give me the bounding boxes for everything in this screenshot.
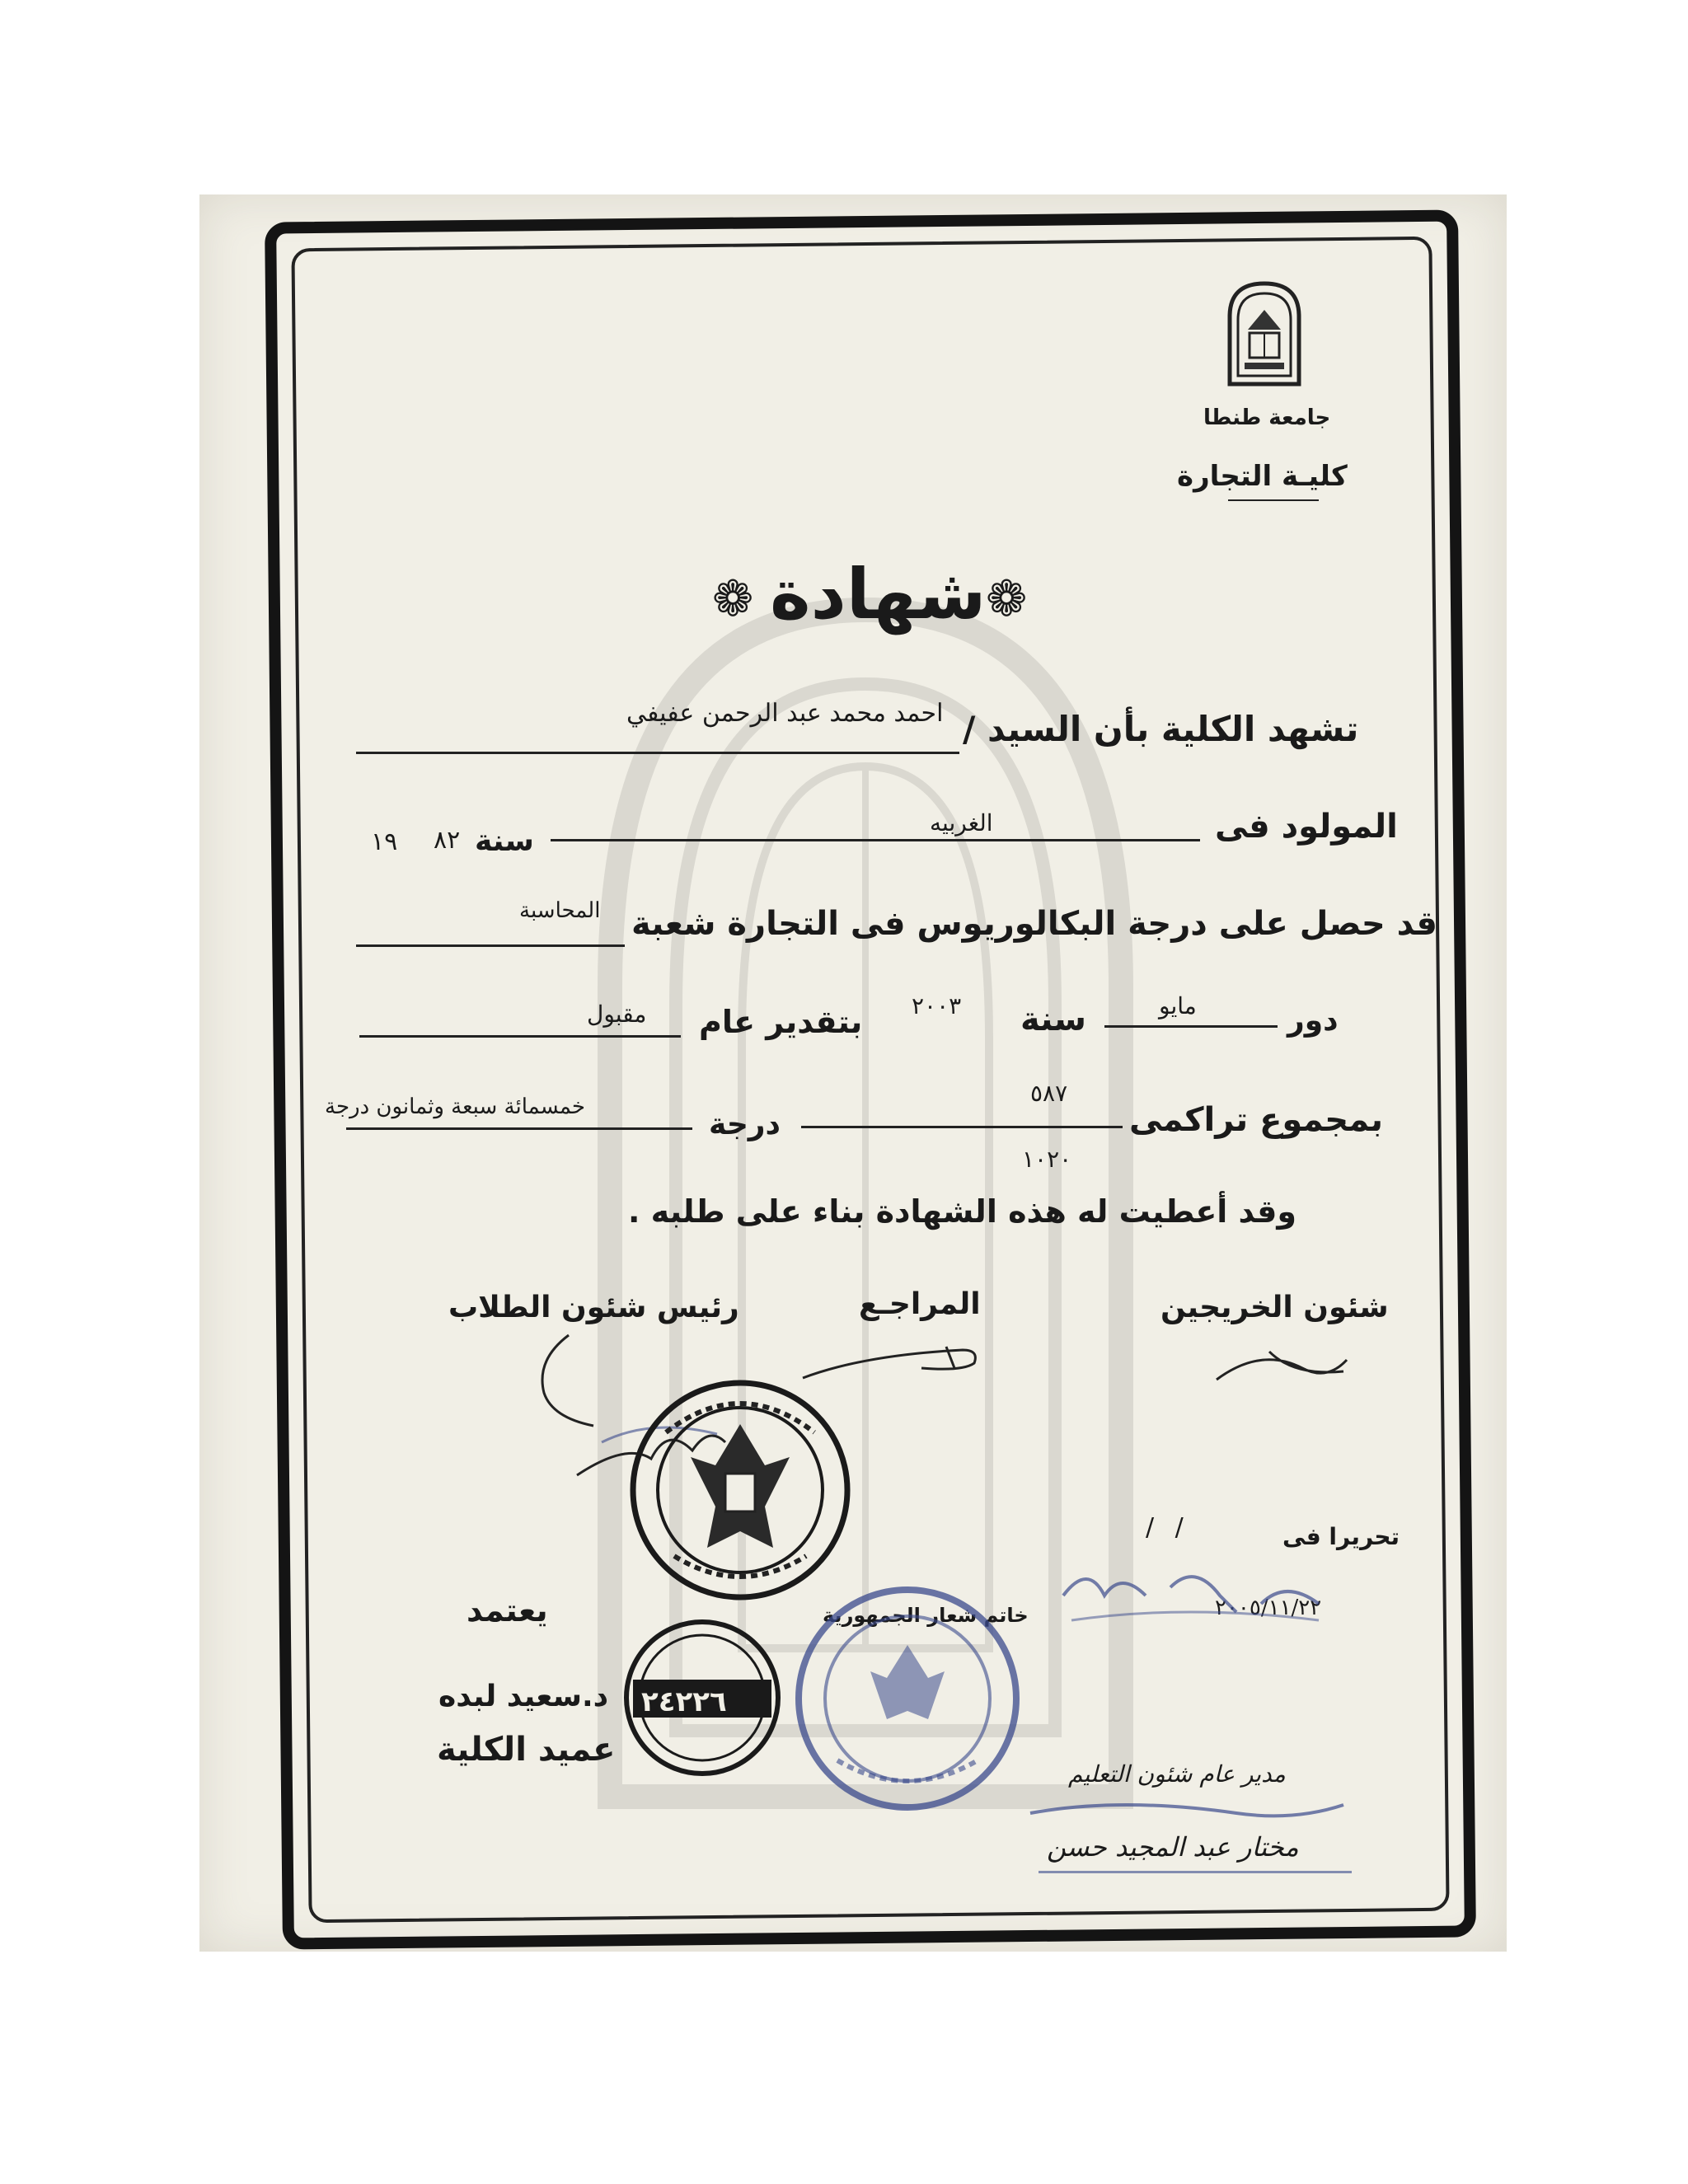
- major-line: [356, 944, 625, 947]
- grade-line: [359, 1035, 681, 1038]
- degree-label: قد حصل على درجة البكالوريوس فى التجارة شعبة: [631, 905, 1437, 943]
- date-slashes: / /: [1146, 1513, 1190, 1542]
- dean-title: عميد الكلية: [437, 1731, 616, 1769]
- director-signature: [1022, 1788, 1352, 1830]
- director-underline: [1039, 1871, 1352, 1873]
- approve-label: يعتمد: [467, 1592, 548, 1629]
- date-handwriting: [1055, 1546, 1335, 1629]
- birthplace: الغربيه: [930, 809, 993, 837]
- dean-name: د.سعيد لبده: [438, 1680, 609, 1713]
- tanta-university-logo: [1226, 280, 1302, 387]
- major: المحاسبة: [519, 898, 601, 923]
- session-label: دور: [1287, 1004, 1339, 1038]
- closing-statement: وقد أعطيت له هذه الشهادة بناء على طلبه .: [628, 1193, 1297, 1230]
- session-year: ٢٠٠٣: [912, 992, 962, 1019]
- grade: مقبول: [587, 1001, 647, 1028]
- total-label: بمجموع تراكمى: [1129, 1101, 1383, 1139]
- total-score-line: [801, 1126, 1123, 1128]
- right-ornament: ❁: [986, 570, 1028, 628]
- left-ornament: ❁: [712, 570, 754, 628]
- birth-year-label: سنة: [475, 824, 534, 858]
- total-in-words: خمسمائة سبعة وثمانون درجة: [325, 1094, 585, 1119]
- attest-label: تشهد الكلية بأن السيد /: [963, 709, 1359, 749]
- faculty-name: كليـة التجارة: [1177, 460, 1348, 493]
- session-month-line: [1104, 1025, 1278, 1028]
- birth-century: ١٩: [371, 827, 398, 856]
- seal-label: خاتم شعار الجمهورية: [823, 1604, 1029, 1627]
- certificate-title: شهادة: [770, 554, 987, 635]
- student-name: احمد محمد عبد الرحمن عفيفي: [626, 699, 944, 728]
- university-name: جامعة طنطا: [1203, 405, 1331, 430]
- eagle-seal-stamp: [625, 1375, 856, 1605]
- graduates-affairs-label: شئون الخريجين: [1160, 1291, 1389, 1324]
- total-max: ١٠٢٠: [1022, 1146, 1072, 1173]
- degree-word: درجة: [709, 1108, 781, 1141]
- session-year-label: سنة: [1020, 1001, 1086, 1038]
- student-affairs-head-label: رئيس شئون الطلاب: [448, 1291, 739, 1324]
- total-score: ٥٨٧: [1030, 1080, 1068, 1107]
- grade-label: بتقدير عام: [699, 1004, 863, 1040]
- republic-emblem-seal: [788, 1579, 1027, 1818]
- reviewer-label: المراجـع: [859, 1287, 981, 1321]
- birth-year-short: ٨٢: [434, 826, 461, 855]
- director-title: مدير عام شئون التعليم: [1068, 1760, 1286, 1788]
- date-label: تحريرا فى: [1282, 1523, 1400, 1550]
- director-name: مختار عبد المجيد حسن: [1047, 1831, 1299, 1863]
- stamp-number: ٢٤٢٢٦: [641, 1685, 727, 1718]
- date-handwritten: ٢٠٠٥/١١/٢٢: [1215, 1596, 1322, 1620]
- session-month: مايو: [1159, 992, 1197, 1019]
- born-label: المولود فى: [1215, 808, 1398, 846]
- total-words-line: [346, 1127, 692, 1130]
- graduates-affairs-signature: [1212, 1343, 1352, 1393]
- faculty-underline: [1228, 499, 1319, 501]
- birthplace-line: [551, 839, 1200, 841]
- student-name-line: [356, 752, 959, 754]
